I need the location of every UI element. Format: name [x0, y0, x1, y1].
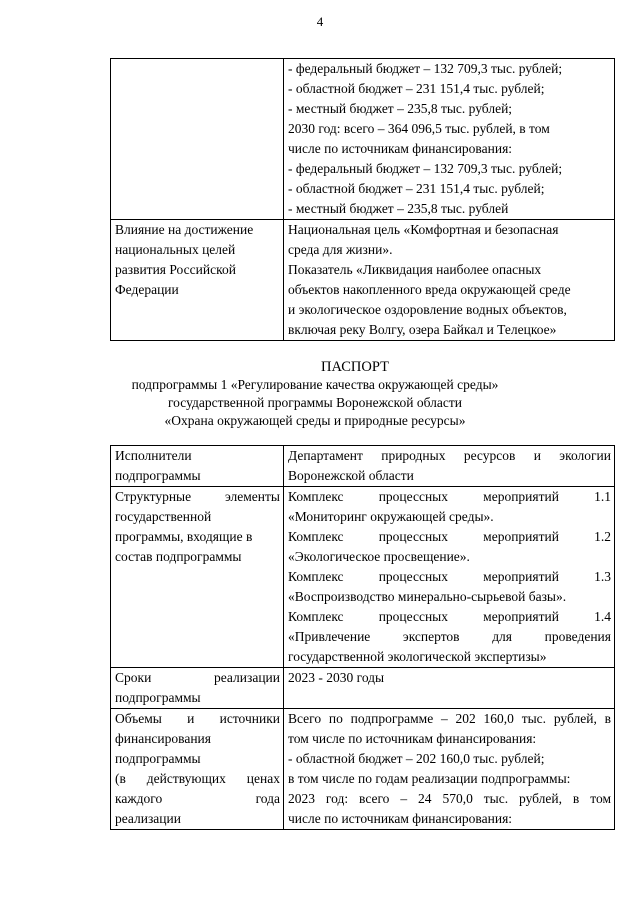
text-line: программы, входящие в: [115, 529, 253, 544]
text-line: Федерации: [115, 282, 179, 297]
table-cell-national-goal: [284, 220, 615, 341]
table-row: [111, 668, 615, 709]
passport-subtitle-line: подпрограммы 1 «Регулирование качества окружающей среды»: [131, 377, 499, 392]
text-line: - федеральный бюджет – 132 709,3 тыс. рублей;: [288, 61, 563, 76]
text-line: Департамент природных ресурсов и экологии: [288, 448, 611, 463]
table-cell-label: [111, 709, 284, 830]
text-line: объектов накопленного вреда окружающей среде: [288, 282, 571, 297]
text-line: в том числе по годам реализации подпрограммы:: [288, 771, 571, 786]
text-line: государственной: [115, 509, 212, 524]
budget-table-continuation: [110, 58, 615, 341]
text-line: Комплекс процессных мероприятий 1.3: [288, 569, 611, 584]
table-cell-label: [111, 668, 284, 709]
page-number: 4: [316, 14, 324, 29]
table-row: [111, 446, 615, 487]
text-line: Сроки реализации: [115, 670, 280, 685]
text-line: - федеральный бюджет – 132 709,3 тыс. рублей;: [288, 161, 563, 176]
text-line: каждого года: [115, 791, 280, 806]
text-line: среда для жизни».: [288, 242, 393, 257]
text-line: - областной бюджет – 231 151,4 тыс. рублей;: [288, 181, 545, 196]
table-cell-value: [284, 446, 615, 487]
table-cell-value: [284, 709, 615, 830]
text-line: - местный бюджет – 235,8 тыс. рублей: [288, 201, 509, 216]
text-line: финансирования: [115, 731, 211, 746]
text-line: включая реку Волгу, озера Байкал и Телецкое»: [288, 322, 557, 337]
table-cell-label: [111, 487, 284, 668]
text-line: Исполнители: [115, 448, 192, 463]
text-line: национальных целей: [115, 242, 236, 257]
text-line: (в действующих ценах: [115, 771, 280, 786]
text-line: Объемы и источники: [115, 711, 280, 726]
text-line: подпрограммы: [115, 468, 201, 483]
text-line: «Воспроизводство минерально-сырьевой базы».: [288, 589, 567, 604]
passport-subtitle-line: «Охрана окружающей среды и природные ресурсы»: [164, 413, 466, 428]
table-cell-label: [111, 220, 284, 341]
subprogram-passport-table: [110, 445, 615, 830]
text-line: государственной экологической экспертизы»: [288, 649, 547, 664]
text-line: и экологическое оздоровление водных объектов,: [288, 302, 567, 317]
table-cell-value: [284, 668, 615, 709]
table-cell-value: [284, 487, 615, 668]
text-line: Воронежской области: [288, 468, 414, 483]
table-cell-empty: [111, 59, 284, 220]
table-row: [111, 709, 615, 830]
text-line: «Привлечение экспертов для проведения: [288, 629, 611, 644]
text-line: - областной бюджет – 202 160,0 тыс. рублей;: [288, 751, 545, 766]
text-line: Национальная цель «Комфортная и безопасная: [288, 222, 559, 237]
text-line: том числе по источникам финансирования:: [288, 731, 537, 746]
text-line: «Мониторинг окружающей среды».: [288, 509, 494, 524]
text-line: Комплекс процессных мероприятий 1.4: [288, 609, 611, 624]
text-line: подпрограммы: [115, 690, 201, 705]
text-line: - местный бюджет – 235,8 тыс. рублей;: [288, 101, 513, 116]
table-row: [111, 220, 615, 341]
table-row: [111, 59, 615, 220]
text-line: 2023 - 2030 годы: [288, 670, 385, 685]
text-line: Структурные элементы: [115, 489, 280, 504]
text-line: Комплекс процессных мероприятий 1.1: [288, 489, 611, 504]
text-line: числе по источникам финансирования:: [288, 141, 513, 156]
text-line: состав подпрограммы: [115, 549, 242, 564]
passport-title: ПАСПОРТ: [321, 359, 389, 375]
text-line: реализации: [115, 811, 181, 826]
text-line: «Экологическое просвещение».: [288, 549, 470, 564]
text-line: развития Российской: [115, 262, 236, 277]
text-line: числе по источникам финансирования:: [288, 811, 513, 826]
table-cell-budget-details: [284, 59, 615, 220]
text-line: подпрограммы: [115, 751, 201, 766]
text-line: Показатель «Ликвидация наиболее опасных: [288, 262, 542, 277]
text-line: 2030 год: всего – 364 096,5 тыс. рублей, в том: [288, 121, 550, 136]
text-line: - областной бюджет – 231 151,4 тыс. рублей;: [288, 81, 545, 96]
text-line: Влияние на достижение: [115, 222, 254, 237]
text-line: Комплекс процессных мероприятий 1.2: [288, 529, 611, 544]
text-line: Всего по подпрограмме – 202 160,0 тыс. рублей, в: [288, 711, 611, 726]
passport-subtitle-line: государственной программы Воронежской области: [167, 395, 463, 410]
table-cell-label: [111, 446, 284, 487]
text-line: 2023 год: всего – 24 570,0 тыс. рублей, в том: [288, 791, 611, 806]
table-row: [111, 487, 615, 668]
